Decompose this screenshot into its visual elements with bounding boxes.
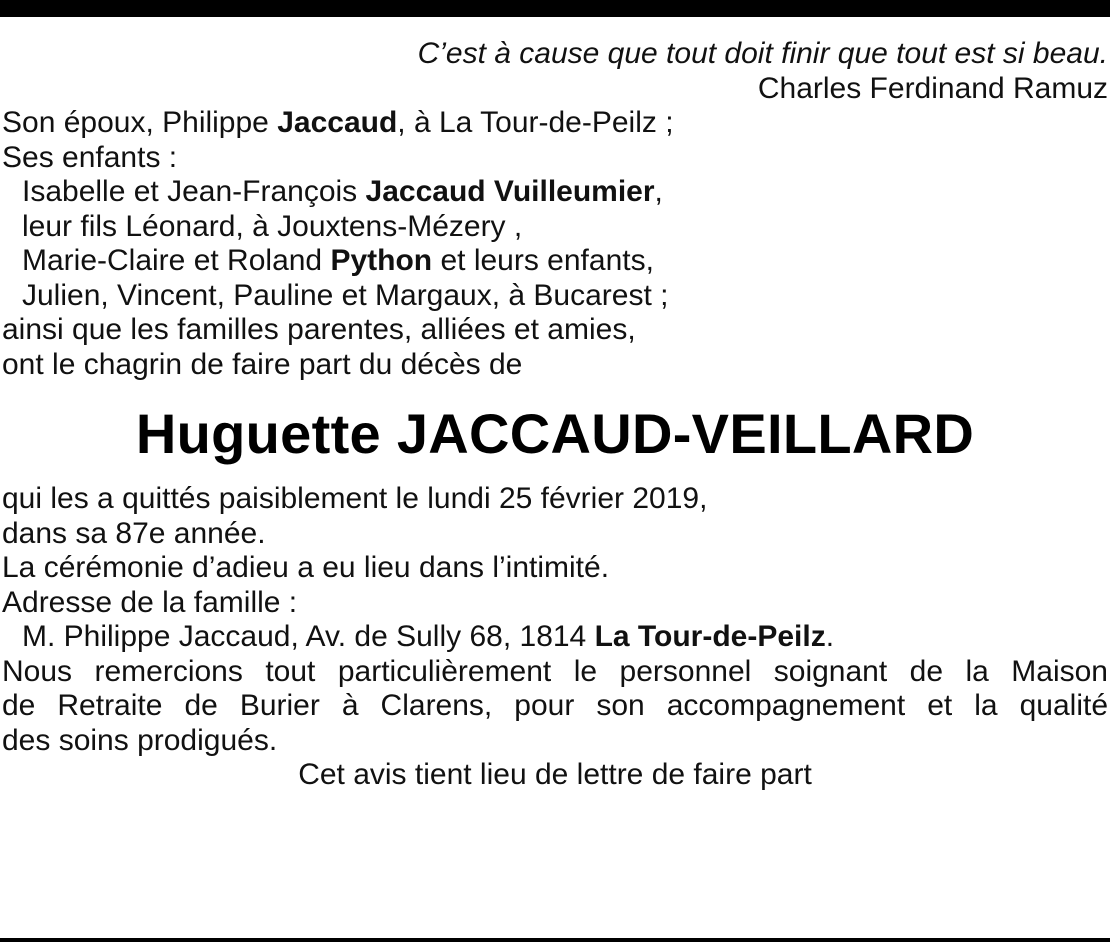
spouse-text: Son époux, Philippe: [2, 106, 278, 139]
address-text: M. Philippe Jaccaud, Av. de Sully 68, 1814: [22, 620, 595, 653]
address-punct: .: [825, 620, 835, 653]
child1-surname: Jaccaud Vuilleumier: [365, 175, 655, 208]
spouse-place: , à La Tour-de-Peilz ;: [397, 106, 674, 139]
child2-kids-line: Julien, Vincent, Pauline et Margaux, à Bucarest ;: [22, 278, 669, 312]
age-line: dans sa 87e année.: [2, 516, 266, 550]
child1-text: Isabelle et Jean-François: [22, 175, 366, 208]
child2-text: Marie-Claire et Roland: [22, 244, 331, 277]
child1-punct: ,: [654, 175, 663, 208]
bottom-rule: [0, 938, 1110, 942]
thanks-line-2: de Retraite de Burier à Clarens, pour son accompagnement et la qualité: [2, 689, 1108, 722]
announce-line: ont le chagrin de faire part du décès de: [2, 347, 523, 381]
relatives-line: ainsi que les familles parentes, alliées et amies,: [2, 313, 636, 346]
ceremony-line: La cérémonie d’adieu a eu lieu dans l’intimité.: [2, 551, 610, 584]
closing-line: Cet avis tient lieu de lettre de faire part: [298, 758, 812, 791]
spouse-surname: Jaccaud: [277, 106, 398, 139]
deceased-name: Huguette JACCAUD-VEILLARD: [135, 402, 975, 465]
thanks-line-3: des soins prodigués.: [2, 723, 278, 757]
children-intro: Ses enfants :: [2, 140, 178, 174]
spouse-line: [2, 106, 1108, 141]
date-line: qui les a quittés paisiblement le lundi 25 février 2019,: [2, 482, 708, 515]
thanks-line-1: Nous remercions tout particulièrement le personnel soignant de la Maison: [2, 654, 1108, 688]
child2-line: [2, 244, 1108, 279]
address-city: La Tour-de-Peilz: [594, 620, 826, 653]
child1-son-line: leur fils Léonard, à Jouxtens-Mézery ,: [22, 209, 523, 243]
top-rule: [0, 0, 1110, 17]
child2-rest: et leurs enfants,: [432, 244, 654, 277]
child1-line: [2, 175, 1108, 210]
obituary-notice: [2, 37, 1108, 793]
address-line: [2, 620, 1108, 655]
address-intro: Adresse de la famille :: [2, 585, 298, 619]
child2-surname: Python: [330, 244, 433, 277]
epigraph-author: Charles Ferdinand Ramuz: [757, 71, 1108, 105]
epigraph-quote: C’est à cause que tout doit finir que tout est si beau.: [417, 37, 1108, 70]
